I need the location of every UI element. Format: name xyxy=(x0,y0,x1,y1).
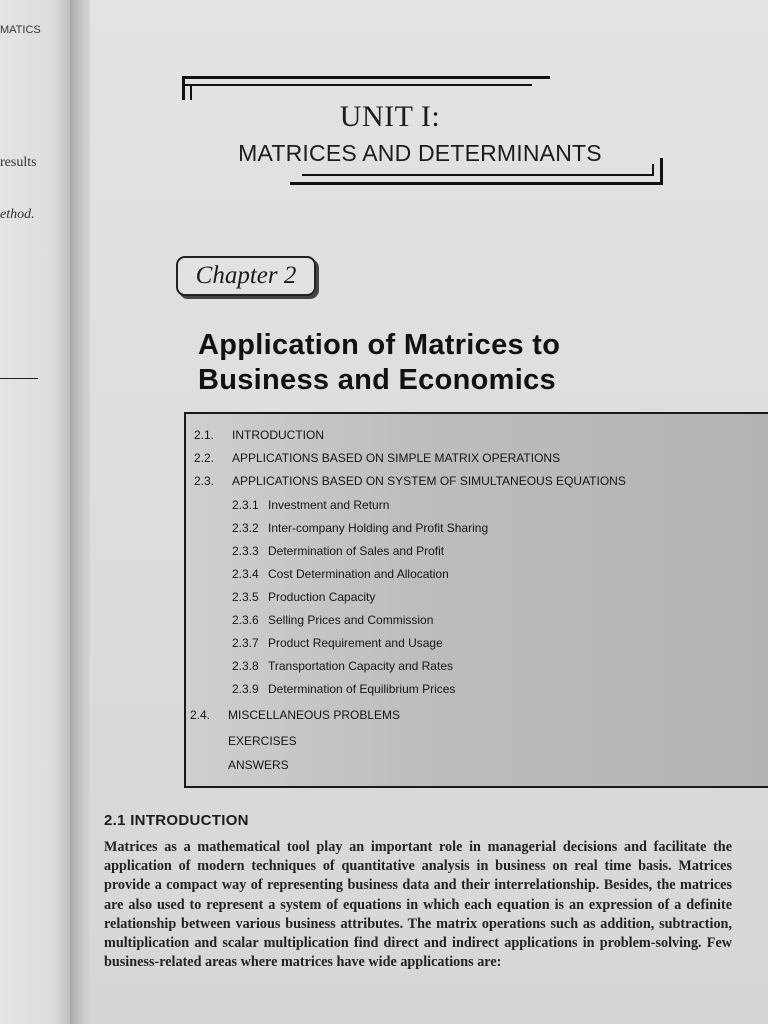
toc-subitem-label: Transportation Capacity and Rates xyxy=(268,659,453,673)
toc-subitem-label: Investment and Return xyxy=(268,498,390,512)
facing-page-header: MATICS xyxy=(0,24,41,36)
toc-subitem xyxy=(232,659,453,673)
unit-frame-line xyxy=(660,158,663,185)
toc-item-number: 2.3. xyxy=(194,474,215,488)
toc-subitem-number: 2.3.4 xyxy=(232,567,259,581)
facing-page-text: results xyxy=(0,155,37,170)
toc-item xyxy=(194,428,324,442)
unit-frame-line xyxy=(302,174,654,176)
toc-subitem-number: 2.3.3 xyxy=(232,544,259,558)
toc-subitem-number: 2.3.6 xyxy=(232,613,259,627)
chapter-contents-box xyxy=(184,412,768,788)
toc-exercises: EXERCISES xyxy=(228,734,297,748)
unit-subtitle: MATRICES AND DETERMINANTS xyxy=(238,140,602,166)
chapter-title-line: Business and Economics xyxy=(198,364,556,396)
toc-subitem xyxy=(232,498,389,512)
chapter-title xyxy=(198,328,678,398)
unit-frame-line xyxy=(290,182,662,185)
unit-frame-line xyxy=(190,84,192,100)
facing-page-rule xyxy=(0,378,38,379)
section-heading: 2.1 INTRODUCTION xyxy=(104,812,249,829)
toc-item-label: MISCELLANEOUS PROBLEMS xyxy=(228,708,401,722)
toc-subitem xyxy=(232,636,443,650)
book-page xyxy=(90,0,768,1024)
toc-item-number: 2.4. xyxy=(190,708,211,722)
section-paragraph: Matrices as a mathematical tool play an important role in managerial decisions and facilitate the application of modern techniques of quantitative analysis in business on real time basis. Matrices provide a compact way of representing business data and their interrelationship. Besides, the matrices are also used to represent a system of equations in which each equation is an expression of a definite relationship between various business attributes. The matrix operations such as addition, subtraction, multiplication and scalar multiplication find direct and indirect applications in problem-solving. Few business-related areas where matrices have wide applications are: xyxy=(104,839,732,971)
unit-frame-line xyxy=(182,84,532,86)
toc-item xyxy=(190,708,400,722)
toc-subitem-label: Selling Prices and Commission xyxy=(268,613,434,627)
facing-page-text: ethod. xyxy=(0,207,35,222)
chapter-badge: Chapter 2 xyxy=(176,256,316,296)
toc-item-label: APPLICATIONS BASED ON SYSTEM OF SIMULTANEOUS EQUATIONS xyxy=(232,474,626,488)
toc-subitem-label: Determination of Sales and Profit xyxy=(268,544,445,558)
unit-frame-line xyxy=(182,76,550,79)
chapter-title-line: Application of Matrices to xyxy=(198,329,561,361)
toc-subitem-label: Inter-company Holding and Profit Sharing xyxy=(268,521,489,535)
unit-title: UNIT I: xyxy=(339,100,441,133)
toc-subitem-label: Product Requirement and Usage xyxy=(268,636,443,650)
toc-subitem xyxy=(232,590,375,604)
toc-item-number: 2.2. xyxy=(194,451,215,465)
toc-subitem-number: 2.3.7 xyxy=(232,636,259,650)
toc-item-label: APPLICATIONS BASED ON SIMPLE MATRIX OPERATIONS xyxy=(232,451,561,465)
facing-page xyxy=(0,0,74,1024)
toc-subitem xyxy=(232,682,455,696)
toc-subitem xyxy=(232,613,433,627)
toc-item-label: INTRODUCTION xyxy=(232,428,324,442)
unit-frame-line xyxy=(182,76,185,100)
toc-subitem-label: Cost Determination and Allocation xyxy=(268,567,449,581)
toc-subitem-number: 2.3.2 xyxy=(232,521,259,535)
toc-item xyxy=(194,451,560,465)
toc-subitem xyxy=(232,521,488,535)
toc-subitem-label: Production Capacity xyxy=(268,590,376,604)
toc-subitem-number: 2.3.5 xyxy=(232,590,259,604)
toc-item xyxy=(194,474,626,488)
toc-answers: ANSWERS xyxy=(228,758,289,772)
toc-item-number: 2.1. xyxy=(194,428,215,442)
toc-subitem xyxy=(232,567,449,581)
toc-subitem-number: 2.3.8 xyxy=(232,659,259,673)
unit-frame-line xyxy=(652,164,654,176)
toc-subitem-number: 2.3.9 xyxy=(232,682,259,696)
toc-subitem xyxy=(232,544,444,558)
toc-subitem-label: Determination of Equilibrium Prices xyxy=(268,682,456,696)
toc-subitem-number: 2.3.1 xyxy=(232,498,259,512)
